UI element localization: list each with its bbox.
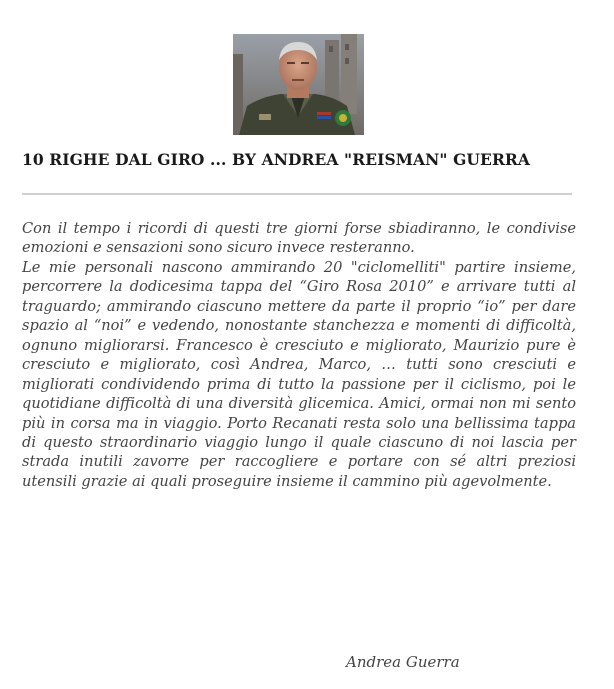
article-paragraph: Le mie personali nascono ammirando 20 "ciclomelliti" partire insieme, percorrere la dodicesima tappa del “Giro Rosa 2010” e arrivare tutti al traguardo; ammirando ciascuno mettere da parte il proprio “io” per dare spazio al “noi” e vedendo, nonostante stanchezza e momenti di difficoltà, ognuno migliorarsi. Francesco è cresciuto e migliorato, Maurizio pure è cresciuto e migliorato, così Andrea, Marco, … tutti sono cresciuti e migliorati condividendo prima di tutto la passione per il ciclismo, poi le quotidiane difficoltà di una diversità glicemica. Amici, ormai non mi sento più in corsa ma in viaggio. Porto Recanati resta solo una bellissima tappa di questo straordinario viaggio lungo il quale ciascuno di noi lascia per strada inutili zavorre per raccogliere e portare con sé altri preziosi utensili grazie ai quali proseguire insieme il cammino più agevolmente. <box>22 258 576 490</box>
title-divider <box>22 193 572 195</box>
portrait-photo-icon <box>233 34 364 135</box>
article-title: 10 RIGHE DAL GIRO ... BY ANDREA "REISMAN" GUERRA <box>22 150 531 169</box>
article-paragraph: Con il tempo i ricordi di questi tre giorni forse sbiadiranno, le condivise emozioni e sensazioni sono sicuro invece resteranno. <box>22 220 576 257</box>
article-body <box>22 219 576 491</box>
author-portrait <box>233 34 364 135</box>
author-signature: Andrea Guerra <box>346 653 460 671</box>
